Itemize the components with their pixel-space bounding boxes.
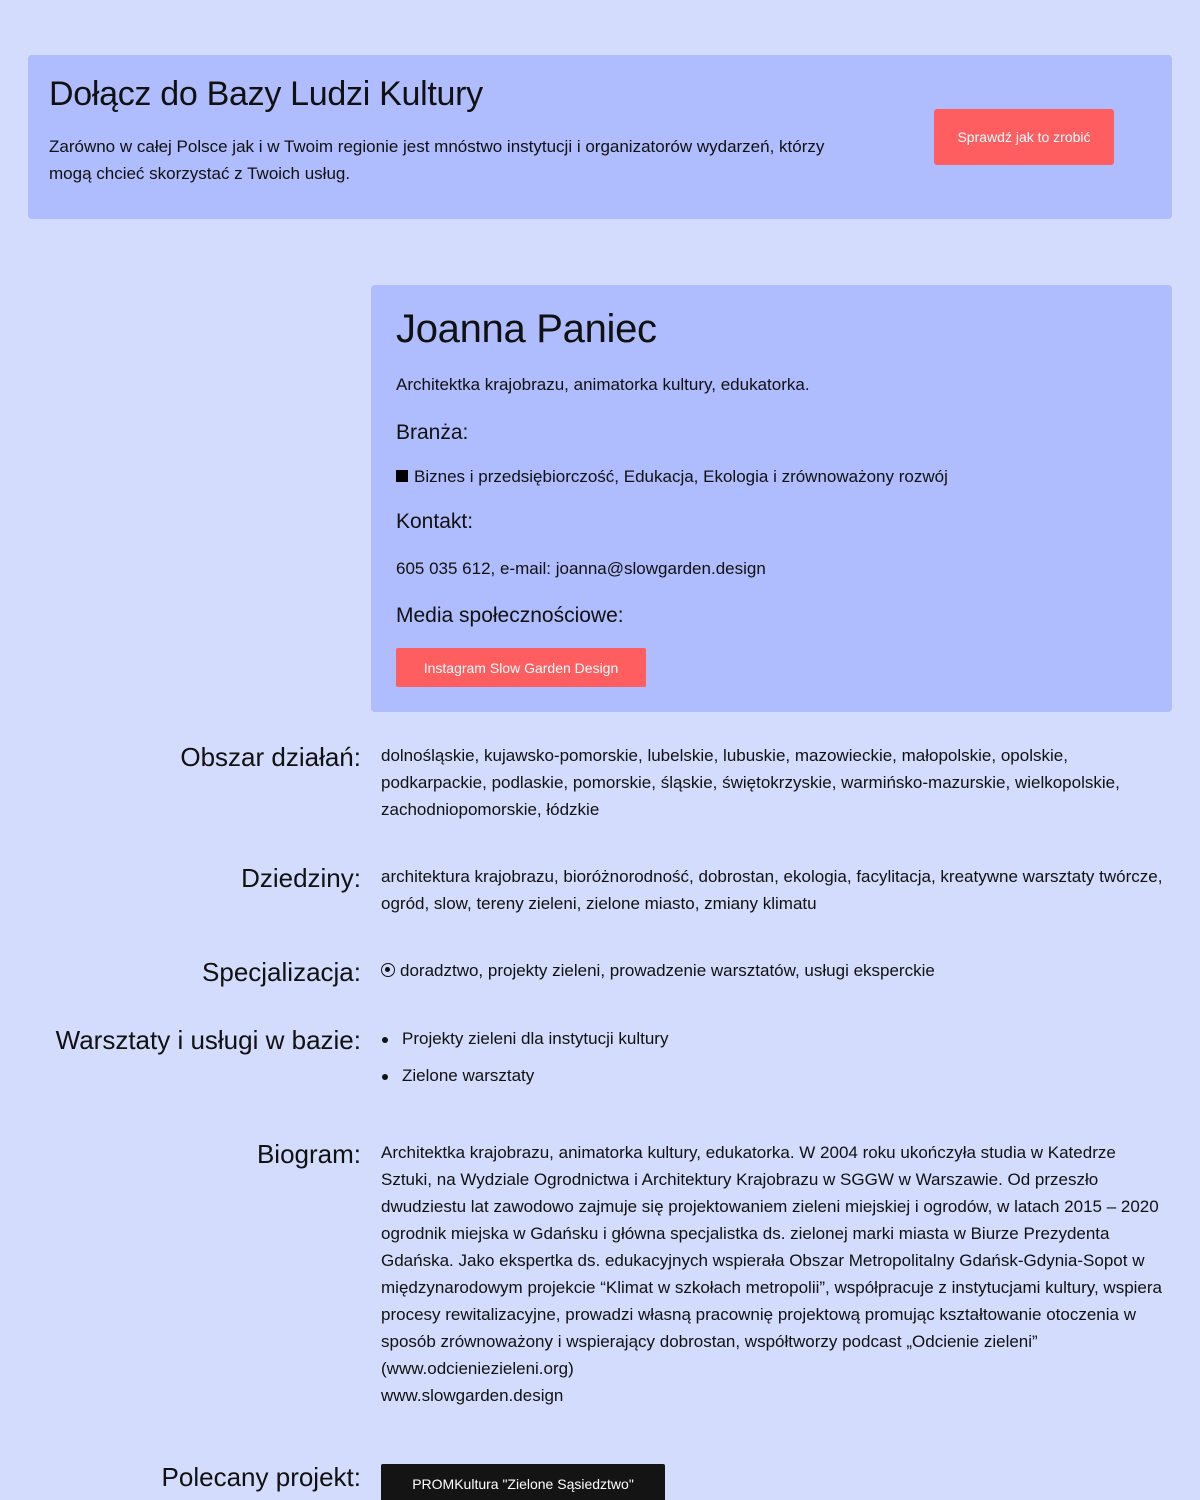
contact-value: 605 035 612, e-mail: joanna@slowgarden.design (396, 559, 766, 578)
bio-text: Architektka krajobrazu, animatorka kultury, edukatorka. W 2004 roku ukończyła studia w Katedrze Sztuki, na Wydziale Ogrodnictwa i Architektury Krajobrazu w SGGW w Warszawie. Od przeszło dwudziestu lat zawodowo zajmuje się projektowaniem zieleni miejskiej i ogrodów, w latach 2015 – 2020 ogrodnik miejska w Gdańsku i główna specjalistka ds. zielonej marki miasta w Biurze Prezydenta Gdańska. Jako ekspertka ds. edukacyjnych wspierała Obszar Metropolitalny Gdańsk-Gdynia-Sopot w międzynarodowym projekcie “Klimat w szkołach metropolii”, współpracuje z instytucjami kultury, wspiera procesy rewitalizacyjne, prowadzi własną pracownię projektową promując kształtowanie otoczenia w sposób zrównoważony i wspierający dobrostan, współtworzy podcast „Odcienie zieleni” (www.odcieniezieleni.org) (381, 1143, 1163, 1378)
specialization-value: doradztwo, projekty zieleni, prowadzenie warsztatów, usługi eksperckie (400, 961, 935, 980)
specialization-label: Specjalizacja: (202, 957, 361, 987)
fields-label: Dziedziny: (241, 863, 361, 893)
banner-text: Zarówno w całej Polsce jak i w Twoim regionie jest mnóstwo instytucji i organizatorów wydarzeń, którzy mogą chcieć skorzystać z Twoich usług. (49, 137, 825, 183)
black-square-icon (396, 470, 408, 482)
area-value: dolnośląskie, kujawsko-pomorskie, lubelskie, lubuskie, mazowieckie, małopolskie, opolskie, podkarpackie, podlaskie, pomorskie, śląskie, świętokrzyskie, warmińsko-mazurskie, wielkopolskie, zachodniopomorskie, łódzkie (381, 746, 1120, 819)
social-heading: Media społecznościowe: (396, 604, 624, 627)
how-to-join-button[interactable]: Sprawdź jak to zrobić (934, 109, 1114, 165)
featured-project-button[interactable]: PROMKultura "Zielone Sąsiedztwo" (381, 1464, 665, 1500)
specialization-row (381, 957, 1166, 984)
join-banner (28, 55, 1172, 219)
bio-website-link[interactable]: www.slowgarden.design (381, 1386, 564, 1405)
target-circle-icon (381, 963, 395, 977)
list-item[interactable]: Zielone warsztaty (381, 1062, 1166, 1099)
bio-label: Biogram: (256, 1139, 361, 1169)
industry-row (396, 467, 948, 487)
instagram-button[interactable]: Instagram Slow Garden Design (396, 648, 646, 687)
banner-title: Dołącz do Bazy Ludzi Kultury (49, 75, 483, 113)
industry-value: Biznes i przedsiębiorczość, Edukacja, Ekologia i zrównoważony rozwój (414, 467, 948, 486)
profile-name: Joanna Paniec (396, 307, 657, 351)
profile-tagline: Architektka krajobrazu, animatorka kultury, edukatorka. (396, 375, 810, 394)
workshops-label: Warsztaty i usługi w bazie: (55, 1025, 361, 1055)
fields-value: architektura krajobrazu, bioróżnorodność, dobrostan, ekologia, facylitacja, kreatywne warsztaty twórcze, ogród, slow, tereny zieleni, zielone miasto, zmiany klimatu (381, 867, 1163, 913)
industry-heading: Branża: (396, 421, 469, 444)
area-label: Obszar działań: (180, 742, 361, 772)
list-item[interactable]: Projekty zieleni dla instytucji kultury (381, 1025, 1166, 1062)
contact-heading: Kontakt: (396, 510, 474, 533)
project-label: Polecany projekt: (161, 1462, 361, 1492)
profile-card (371, 285, 1172, 712)
workshops-list (381, 1025, 1166, 1099)
bio-block (381, 1139, 1166, 1409)
